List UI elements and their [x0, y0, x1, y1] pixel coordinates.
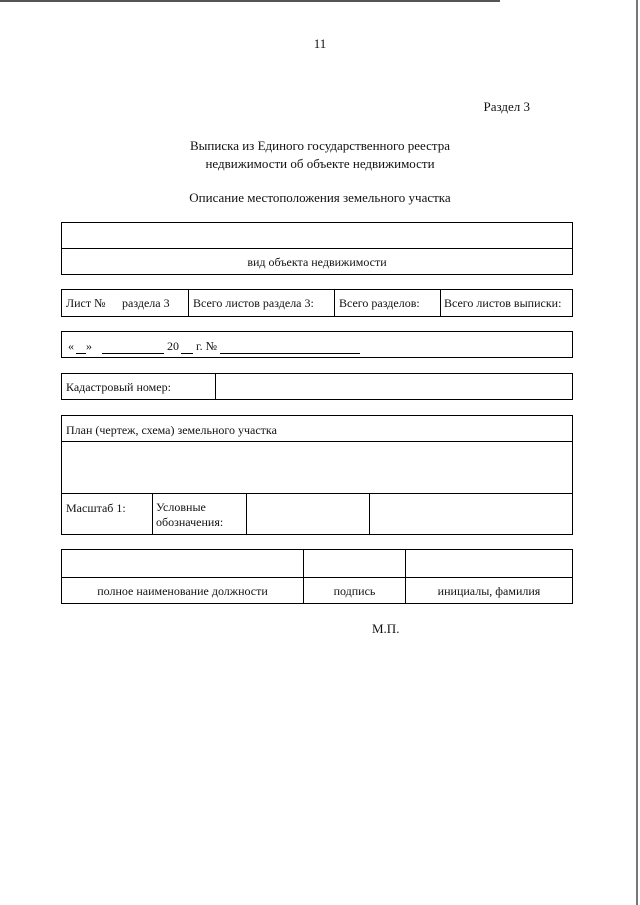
signature-caption: подпись	[333, 584, 376, 598]
date-quote-close: »	[86, 339, 92, 353]
date-year-blank	[181, 353, 193, 354]
date-quote-open: «	[68, 339, 74, 353]
sheet-number-label: Лист №	[66, 296, 106, 310]
object-type-box	[61, 222, 573, 275]
position-caption: полное наименование должности	[97, 584, 268, 598]
page-edge-top	[0, 0, 500, 2]
date-day-blank	[76, 353, 86, 354]
title-line-1: Выписка из Единого государственного реестра	[190, 138, 450, 153]
legend-label-line-2: обозначения:	[156, 515, 224, 529]
document-subtitle: Описание местоположения земельного участка	[189, 190, 451, 205]
name-caption: инициалы, фамилия	[437, 584, 541, 598]
total-sheets-extract-label: Всего листов выписки:	[444, 296, 562, 310]
scale-label: Масштаб 1:	[66, 501, 126, 515]
title-line-2: недвижимости об объекте недвижимости	[205, 156, 435, 171]
date-year-prefix: 20	[167, 339, 179, 353]
object-type-caption: вид объекта недвижимости	[247, 255, 387, 269]
total-sections-label: Всего разделов:	[339, 296, 420, 310]
section-label: Раздел 3	[483, 99, 530, 114]
document-title	[130, 137, 510, 173]
cadastral-label: Кадастровый номер:	[66, 380, 171, 394]
sheet-info-row	[61, 289, 573, 317]
legend-label	[156, 500, 223, 530]
date-month-blank	[102, 353, 164, 354]
date-row	[61, 331, 573, 358]
sheet-section-label: раздела 3	[122, 296, 170, 310]
plan-label: План (чертеж, схема) земельного участка	[66, 423, 277, 437]
plan-drawing-area	[62, 442, 572, 493]
signature-block	[61, 549, 573, 604]
total-sheets-section-label: Всего листов раздела 3:	[193, 296, 314, 310]
page-edge-right	[636, 0, 638, 905]
stamp-placeholder: М.П.	[372, 621, 400, 636]
page-number: 11	[313, 36, 327, 51]
date-number-label: г. №	[196, 339, 218, 353]
legend-label-line-1: Условные	[156, 500, 206, 514]
cadastral-row	[61, 373, 573, 400]
plan-block	[61, 415, 573, 535]
date-number-blank	[220, 353, 360, 354]
